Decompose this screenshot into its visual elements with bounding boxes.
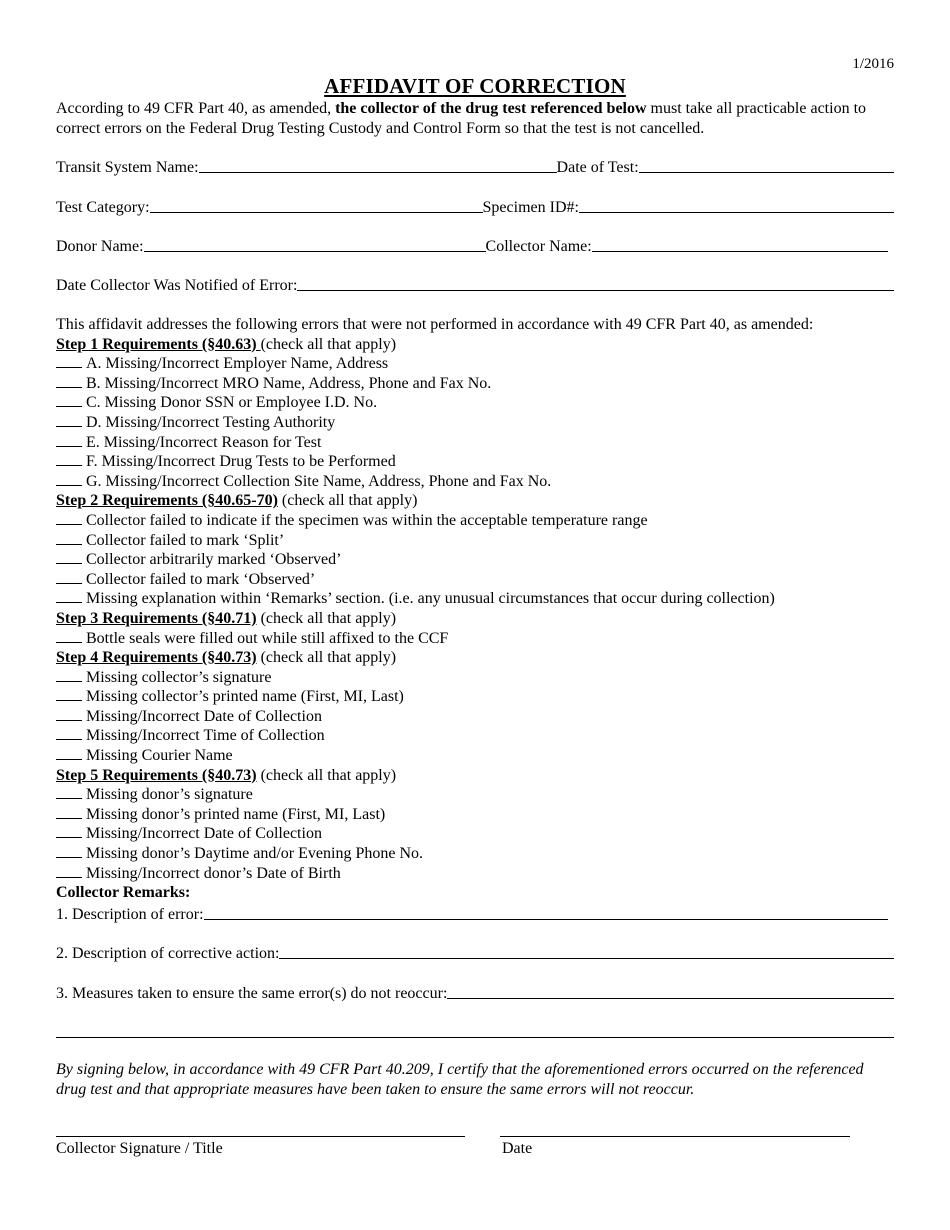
item-label: Missing/Incorrect Date of Collection <box>86 707 322 725</box>
date-notified-field[interactable] <box>297 290 894 291</box>
checklist-item <box>56 413 916 433</box>
step-3-title: Step 3 Requirements (§40.71) <box>56 609 257 627</box>
transit-system-label: Transit System Name: <box>56 159 199 176</box>
check-blank[interactable] <box>56 571 82 584</box>
specimen-id-field[interactable] <box>579 212 894 213</box>
check-blank[interactable] <box>56 532 82 545</box>
test-category-label: Test Category: <box>56 199 150 216</box>
step-4-title: Step 4 Requirements (§40.73) <box>56 649 257 667</box>
checklist-item <box>56 531 916 551</box>
check-blank[interactable] <box>56 375 82 388</box>
remarks-row-1 <box>56 902 888 924</box>
corrective-action-label: 2. Description of corrective action: <box>56 945 280 962</box>
item-label: F. Missing/Incorrect Drug Tests to be Performed <box>86 453 396 471</box>
remarks-row-3 <box>56 981 894 1003</box>
intro-paragraph <box>56 99 896 139</box>
check-blank[interactable] <box>56 669 82 682</box>
error-checklist <box>56 315 916 903</box>
item-label: Missing collector’s printed name (First, MI, Last) <box>86 688 404 706</box>
collector-signature-label: Collector Signature / Title <box>56 1140 223 1157</box>
checklist-item <box>56 550 916 570</box>
check-blank[interactable] <box>56 414 82 427</box>
checklist-item <box>56 726 916 746</box>
check-blank[interactable] <box>56 825 82 838</box>
checklist-item <box>56 844 916 864</box>
check-blank[interactable] <box>56 747 82 760</box>
item-label: Missing donor’s signature <box>86 786 253 804</box>
checklist-item <box>56 511 916 531</box>
step-1-title: Step 1 Requirements (§40.63) <box>56 335 261 353</box>
item-label: Missing collector’s signature <box>86 668 272 686</box>
item-label: Missing explanation within ‘Remarks’ section. (i.e. any unusual circumstances that occur during collection) <box>86 590 775 608</box>
remarks-row-4 <box>56 1020 894 1042</box>
date-of-test-field[interactable] <box>639 172 894 173</box>
test-category-field[interactable] <box>150 212 483 213</box>
item-label: G. Missing/Incorrect Collection Site Name, Address, Phone and Fax No. <box>86 472 552 490</box>
intro-text-2: must take all practicable action to correct errors on the Federal Drug Testing Custody and Control Form so that the test is not cancelled. <box>56 100 867 137</box>
check-blank[interactable] <box>56 806 82 819</box>
measures-taken-label: 3. Measures taken to ensure the same error(s) do not reoccur: <box>56 985 448 1002</box>
checklist-item <box>56 393 916 413</box>
donor-name-label: Donor Name: <box>56 238 144 255</box>
checklist-item <box>56 433 916 453</box>
donor-name-field[interactable] <box>144 251 486 252</box>
checklist-item <box>56 589 916 609</box>
check-blank[interactable] <box>56 727 82 740</box>
collector-name-field[interactable] <box>592 251 888 252</box>
remarks-row-2 <box>56 941 894 963</box>
item-label: Collector failed to mark ‘Split’ <box>86 531 285 549</box>
check-blank[interactable] <box>56 786 82 799</box>
checklist-item <box>56 785 916 805</box>
checklist-item <box>56 668 916 688</box>
date-of-test-label: Date of Test: <box>556 159 639 176</box>
checklist-item <box>56 570 916 590</box>
item-label: Bottle seals were filled out while still affixed to the CCF <box>86 629 449 647</box>
checklist-item <box>56 452 916 472</box>
item-label: Missing Courier Name <box>86 747 233 765</box>
signature-date-field[interactable] <box>500 1136 850 1137</box>
item-label: Collector arbitrarily marked ‘Observed’ <box>86 551 342 569</box>
specimen-id-label: Specimen ID#: <box>482 199 579 216</box>
item-label: Missing/Incorrect donor’s Date of Birth <box>86 864 341 882</box>
item-label: Missing donor’s Daytime and/or Evening Phone No. <box>86 845 424 863</box>
check-blank[interactable] <box>56 590 82 603</box>
item-label: Missing/Incorrect Date of Collection <box>86 825 322 843</box>
page-title: AFFIDAVIT OF CORRECTION <box>324 74 626 98</box>
check-blank[interactable] <box>56 355 82 368</box>
step-4-suffix: (check all that apply) <box>256 649 397 667</box>
transit-system-field[interactable] <box>199 172 557 173</box>
step-1-heading <box>56 335 916 355</box>
check-blank[interactable] <box>56 551 82 564</box>
checklist-item <box>56 746 916 766</box>
item-label: C. Missing Donor SSN or Employee I.D. No. <box>86 394 378 412</box>
intro-text-1: According to 49 CFR Part 40, as amended, <box>56 100 336 117</box>
item-label: Missing donor’s printed name (First, MI, Last) <box>86 805 386 823</box>
check-blank[interactable] <box>56 512 82 525</box>
row-donor-collector <box>56 234 894 256</box>
certification-statement: By signing below, in accordance with 49 CFR Part 40.209, I certify that the aforementioned errors occurred on the referenced drug test and that appropriate measures have been taken to ensure the same errors will not reoccur. <box>56 1061 864 1098</box>
checklist-item <box>56 687 916 707</box>
check-blank[interactable] <box>56 865 82 878</box>
description-of-error-field[interactable] <box>204 919 888 920</box>
signature-date-label: Date <box>502 1140 533 1157</box>
step-2-title: Step 2 Requirements (§40.65-70) <box>56 492 278 510</box>
step-2-heading <box>56 491 916 511</box>
checklist-item <box>56 707 916 727</box>
checklist-item <box>56 374 916 394</box>
item-label: E. Missing/Incorrect Reason for Test <box>86 433 322 451</box>
step-5-suffix: (check all that apply) <box>256 766 397 784</box>
step-3-heading <box>56 609 916 629</box>
checklist-item <box>56 824 916 844</box>
check-blank[interactable] <box>56 708 82 721</box>
check-blank[interactable] <box>56 434 82 447</box>
collector-name-label: Collector Name: <box>485 238 592 255</box>
revision-date: 1/2016 <box>852 56 894 72</box>
step-5-title: Step 5 Requirements (§40.73) <box>56 766 257 784</box>
check-blank[interactable] <box>56 688 82 701</box>
errors-intro: This affidavit addresses the following errors that were not performed in accordance with 49 CFR Part 40, as amended: <box>56 316 814 333</box>
item-label: A. Missing/Incorrect Employer Name, Address <box>86 355 389 373</box>
check-blank[interactable] <box>56 845 82 858</box>
item-label: B. Missing/Incorrect MRO Name, Address, Phone and Fax No. <box>86 374 492 392</box>
row-transit-date <box>56 155 894 177</box>
step-5-heading <box>56 766 916 786</box>
check-blank[interactable] <box>56 630 82 643</box>
item-label: Collector failed to indicate if the specimen was within the acceptable temperature range <box>86 511 648 529</box>
corrective-action-field[interactable] <box>279 958 894 959</box>
check-blank[interactable] <box>56 394 82 407</box>
item-label: Missing/Incorrect Time of Collection <box>86 727 325 745</box>
row-date-notified <box>56 273 894 295</box>
checklist-item <box>56 629 916 649</box>
checklist-item <box>56 472 916 492</box>
collector-signature-field[interactable] <box>56 1136 465 1137</box>
checklist-item <box>56 805 916 825</box>
check-blank[interactable] <box>56 453 82 466</box>
checklist-item <box>56 354 916 374</box>
item-label: D. Missing/Incorrect Testing Authority <box>86 413 336 431</box>
intro-bold-text: the collector of the drug test referenced below <box>335 100 647 117</box>
additional-remarks-field[interactable] <box>56 1037 894 1038</box>
checklist-item <box>56 864 916 884</box>
measures-taken-field[interactable] <box>447 998 894 999</box>
description-of-error-label: 1. Description of error: <box>56 906 204 923</box>
step-2-suffix: (check all that apply) <box>277 492 418 510</box>
date-notified-label: Date Collector Was Notified of Error: <box>56 277 298 294</box>
check-blank[interactable] <box>56 473 82 486</box>
step-1-suffix: (check all that apply) <box>260 335 397 353</box>
collector-remarks-heading: Collector Remarks: <box>56 884 191 902</box>
step-3-suffix: (check all that apply) <box>256 609 397 627</box>
step-4-heading <box>56 648 916 668</box>
item-label: Collector failed to mark ‘Observed’ <box>86 570 316 588</box>
row-category-specimen <box>56 195 894 217</box>
